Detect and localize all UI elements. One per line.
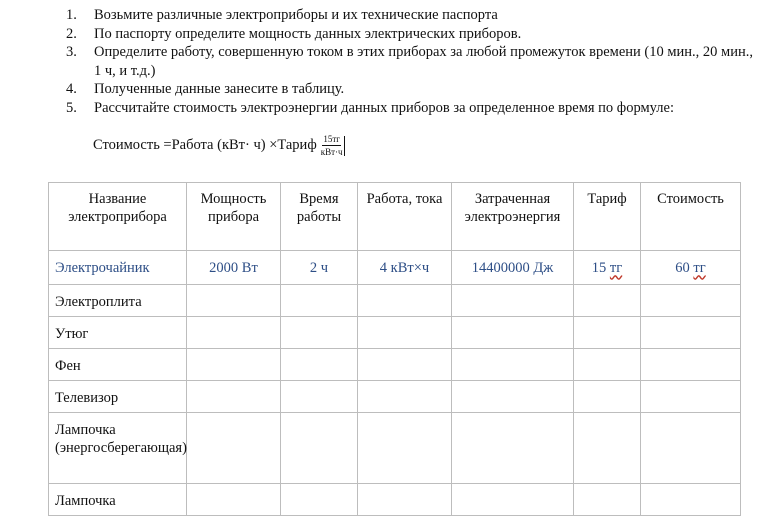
table-row (49, 484, 741, 516)
cell-appliance-name: Фен (49, 349, 187, 381)
table-row (49, 349, 741, 381)
table-row (49, 285, 741, 317)
header-cost: Стоимость (641, 183, 741, 251)
table-header-row (49, 183, 741, 251)
text-cursor (344, 136, 345, 156)
cell-tariff (574, 251, 641, 285)
tariff-unit: тг (609, 259, 623, 276)
fraction-numerator: 15тг (323, 134, 340, 144)
instruction-list (66, 6, 756, 118)
table-row (49, 381, 741, 413)
header-tariff: Тариф (574, 183, 641, 251)
header-time: Время работы (281, 183, 358, 251)
instruction-item: 2. По паспорту определите мощность данных электрических приборов. (66, 25, 522, 42)
cell-appliance-name: Лампочка (энергосберегающая) (49, 413, 187, 484)
instruction-item: 5. Рассчитайте стоимость электроэнергии данных приборов за определенное время по формуле: (66, 99, 674, 116)
formula-text: Стоимость =Работа (кВт· ч) ×Тариф (93, 137, 317, 153)
cell-power: 2000 Вт (187, 251, 281, 285)
header-appliance-name: Название электроприбора (49, 183, 187, 251)
instruction-item: 3. Определите работу, совершенную током в этих приборах за любой промежуток времени (10 мин., 20 мин., 1 ч, и т.д.) (66, 44, 753, 79)
cell-appliance-name: Электрочайник (49, 251, 187, 285)
fraction-denominator: кВт·ч (320, 147, 343, 157)
tariff-value: 15 (591, 259, 607, 276)
cell-energy: 14400000 Дж (452, 251, 574, 285)
header-power: Мощность прибора (187, 183, 281, 251)
table-row (49, 413, 741, 484)
cell-appliance-name: Электроплита (49, 285, 187, 317)
appliance-table (48, 182, 741, 516)
instruction-item: 1. Возьмите различные электроприборы и их технические паспорта (66, 7, 498, 23)
cell-appliance-name: Утюг (49, 317, 187, 349)
cell-cost (641, 251, 741, 285)
cost-unit: тг (693, 259, 706, 276)
cell-time: 2 ч (281, 251, 358, 285)
header-energy: Затраченная электроэнергия (452, 183, 574, 251)
cell-appliance-name: Лампочка (49, 484, 187, 516)
tariff-fraction (321, 134, 343, 157)
header-work: Работа, тока (358, 183, 452, 251)
cell-appliance-name: Телевизор (49, 381, 187, 413)
cost-value: 60 (675, 259, 690, 276)
instruction-item: 4. Полученные данные занесите в таблицу. (66, 81, 345, 98)
table-row (49, 317, 741, 349)
cell-work: 4 кВт×ч (358, 251, 452, 285)
table-row (49, 251, 741, 285)
cost-formula (93, 134, 345, 157)
